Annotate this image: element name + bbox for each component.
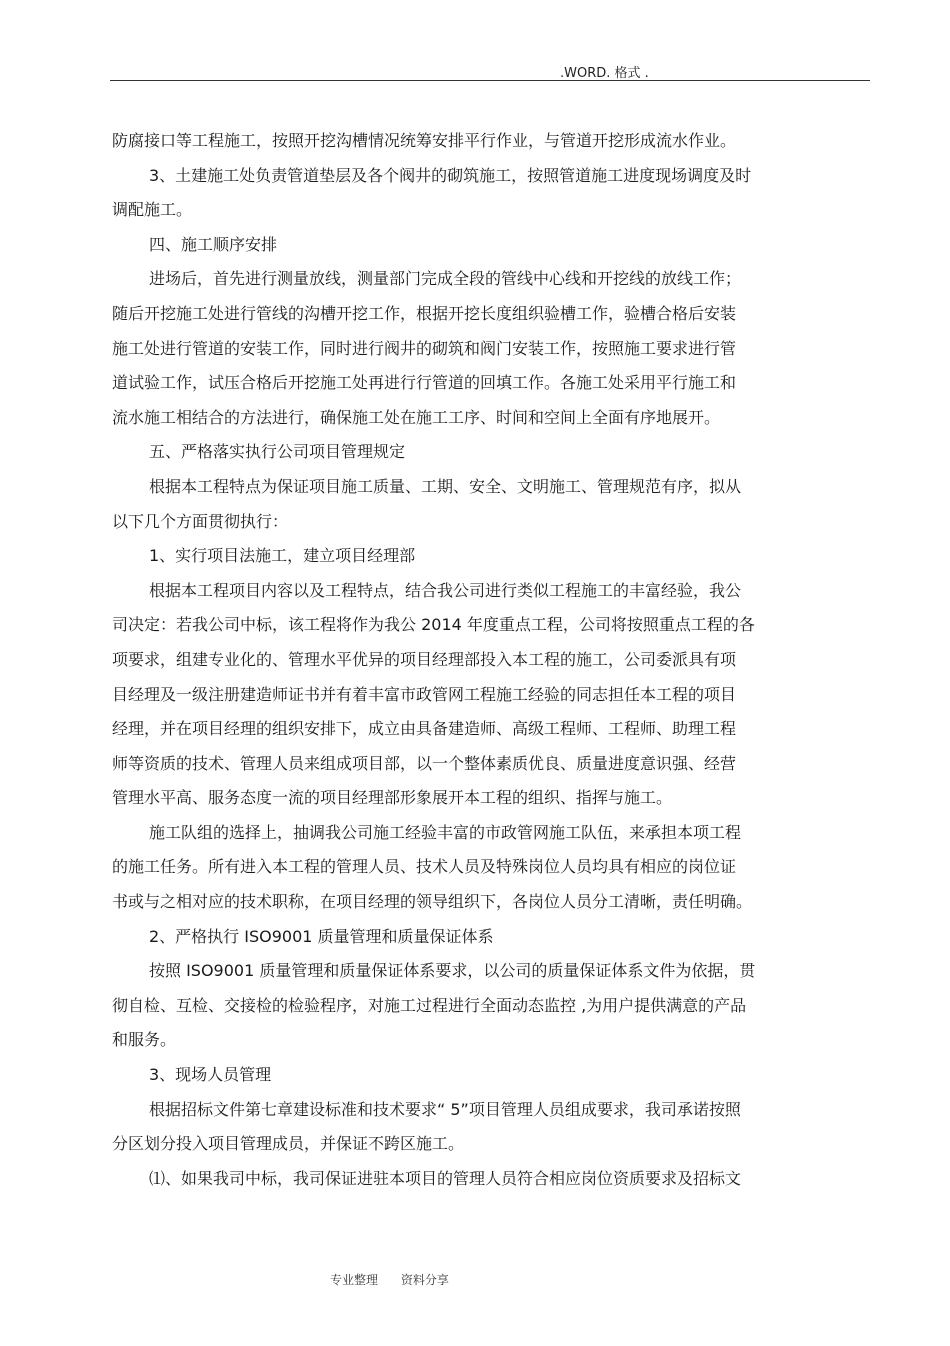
- page-footer: 专业整理 资料分享: [330, 1273, 449, 1287]
- header-rule: [110, 80, 870, 81]
- subsection-heading: 3、现场人员管理: [149, 1065, 272, 1085]
- paragraph-start: 根据本工程项目内容以及工程特点，结合我公司进行类似工程施工的丰富经验，我公: [149, 580, 742, 600]
- paragraph-start: 根据本工程特点为保证项目施工质量、工期、安全、文明施工、管理规范有序，拟从: [149, 476, 742, 496]
- text-line: 随后开挖施工处进行管线的沟槽开挖工作，根据开挖长度组织验槽工作，验槽合格后安装: [112, 303, 737, 323]
- text-line: 的施工任务。所有进入本工程的管理人员、技术人员及特殊岗位人员均具有相应的岗位证: [112, 857, 737, 877]
- header-text: .WORD. 格式 .: [560, 66, 649, 81]
- paragraph-start: 进场后，首先进行测量放线，测量部门完成全段的管线中心线和开挖线的放线工作；: [149, 269, 742, 289]
- paragraph-start: 按照 ISO9001 质量管理和质量保证体系要求，以公司的质量保证体系文件为依据，贯: [149, 961, 756, 981]
- paragraph-start: 施工队组的选择上，抽调我公司施工经验丰富的市政管网施工队伍，来承担本项工程: [149, 822, 742, 842]
- text-line: 和服务。: [112, 1030, 177, 1050]
- text-line: 司决定：若我公司中标，该工程将作为我公 2014 年度重点工程，公司将按照重点工程的各: [112, 615, 755, 635]
- text-line: 书或与之相对应的技术职称，在项目经理的领导组织下，各岗位人员分工清晰，责任明确。: [112, 892, 753, 912]
- text-line: 师等资质的技术、管理人员来组成项目部，以一个整体素质优良、质量进度意识强、经营: [112, 753, 737, 773]
- subsection-heading: 2、严格执行 ISO9001 质量管理和质量保证体系: [149, 926, 494, 946]
- text-line: 项要求，组建专业化的、管理水平优异的项目经理部投入本工程的施工，公司委派具有项: [112, 649, 737, 669]
- text-line: 防腐接口等工程施工，按照开挖沟槽情况统筹安排平行作业，与管道开挖形成流水作业。: [112, 131, 737, 150]
- text-line: 管理水平高、服务态度一流的项目经理部形象展开本工程的组织、指挥与施工。: [112, 788, 673, 808]
- text-line: 经理，并在项目经理的组织安排下，成立由具备建造师、高级工程师、工程师、助理工程: [112, 719, 737, 739]
- paragraph-start: 根据招标文件第七章建设标准和技术要求“ 5”项目管理人员组成要求，我司承诺按照: [149, 1099, 741, 1119]
- text-line: 调配施工。: [112, 200, 193, 220]
- text-line: 彻自检、互检、交接检的检验程序，对施工过程进行全面动态监控 ,为用户提供满意的产品: [112, 995, 747, 1015]
- text-line: 分区划分投入项目管理成员，并保证不跨区施工。: [112, 1134, 465, 1154]
- text-line: 施工处进行管道的安装工作，同时进行阀井的砌筑和阀门安装工作，按照施工要求进行管: [112, 338, 737, 358]
- section-heading: 五、严格落实执行公司项目管理规定: [149, 442, 406, 462]
- text-line: 目经理及一级注册建造师证书并有着丰富市政管网工程施工经验的同志担任本工程的项目: [112, 684, 737, 704]
- list-item-text: 3、土建施工处负责管道垫层及各个阀井的砌筑施工，按照管道施工进度现场调度及时: [149, 165, 752, 185]
- section-heading: 四、施工顺序安排: [149, 234, 278, 254]
- subsection-heading: 1、实行项目法施工，建立项目经理部: [149, 546, 416, 566]
- list-item-text: ⑴、如果我司中标，我司保证进驻本项目的管理人员符合相应岗位资质要求及招标文: [149, 1168, 742, 1188]
- text-line: 流水施工相结合的方法进行，确保施工处在施工工序、时间和空间上全面有序地展开。: [112, 407, 721, 427]
- text-line: 以下几个方面贯彻执行：: [112, 511, 289, 531]
- document-body: [112, 124, 872, 1196]
- text-line: 道试验工作，试压合格后开挖施工处再进行行管道的回填工作。各施工处采用平行施工和: [112, 373, 737, 393]
